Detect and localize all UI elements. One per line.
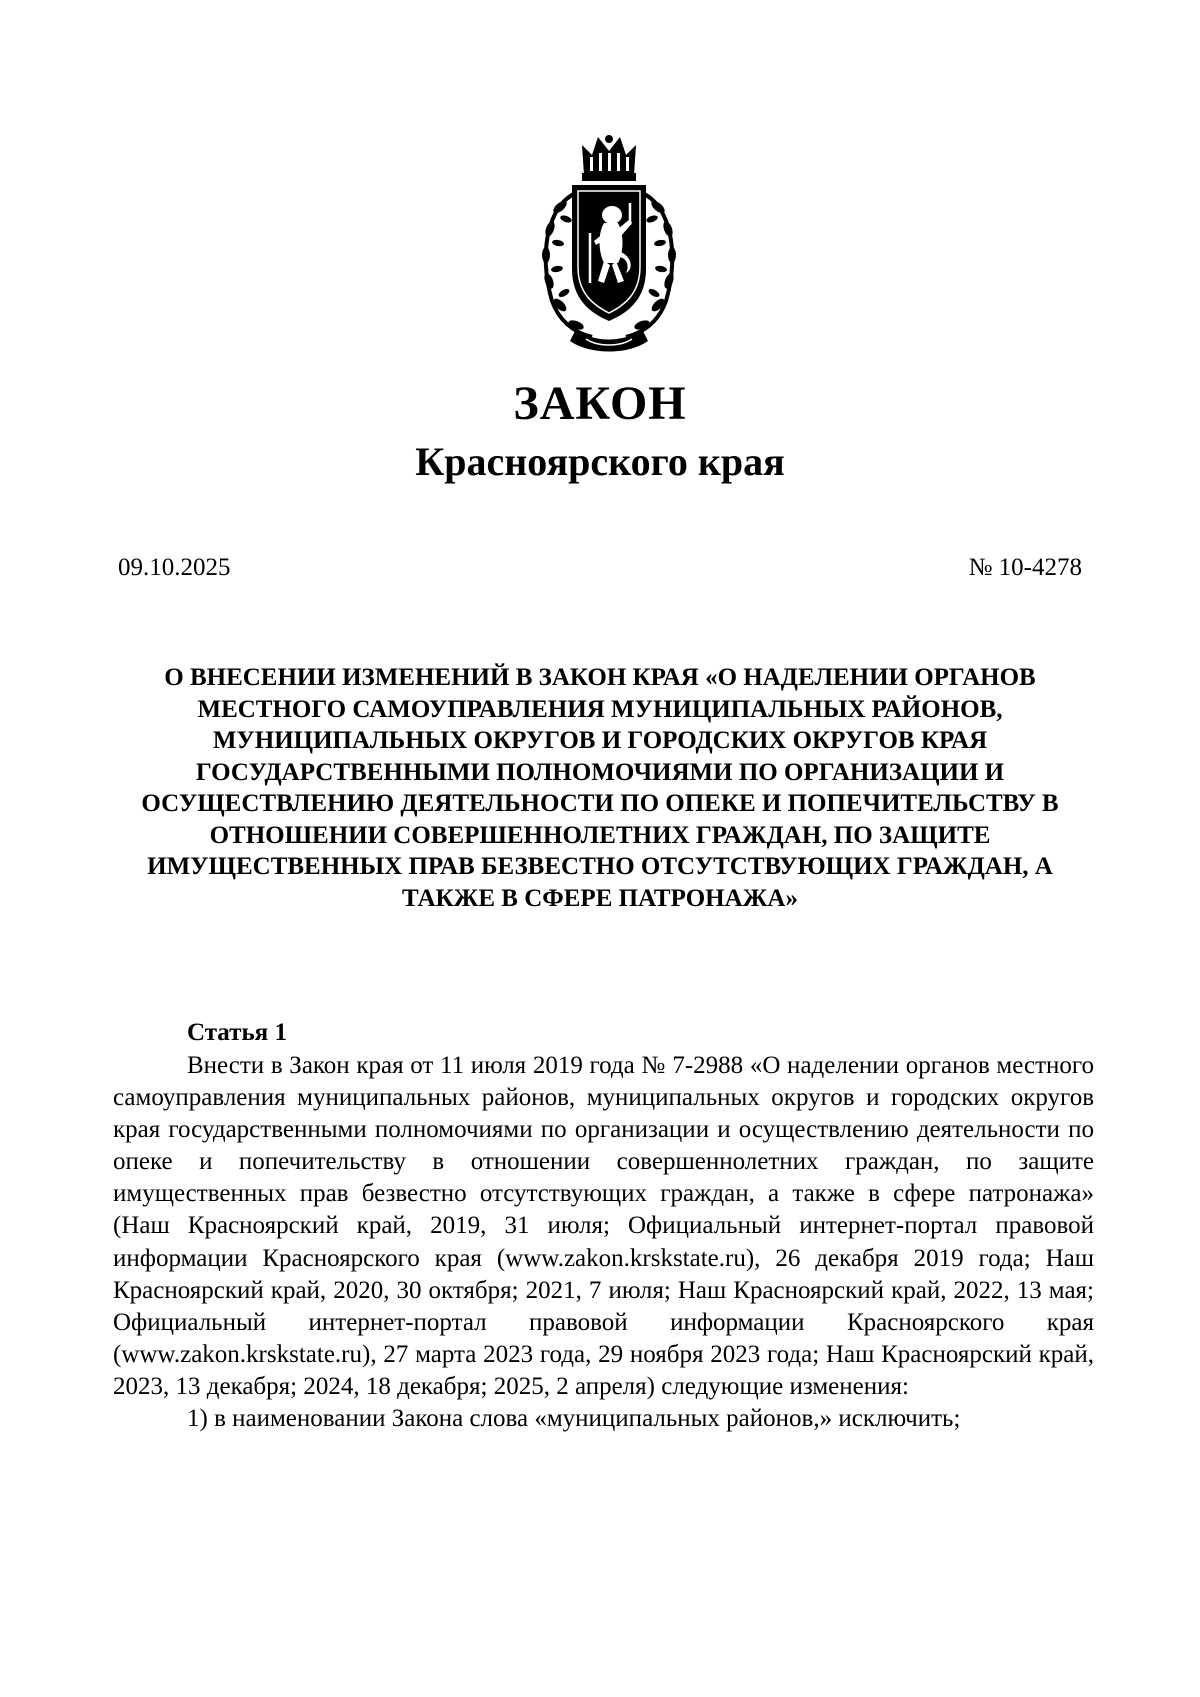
document-date: 09.10.2025 [118,554,231,581]
document-number: № 10-4278 [968,554,1082,581]
article-paragraph: Внести в Закон края от 11 июля 2019 года № 7-2988 «О наделении органов местного самоуправления муниципальных районов, муниципальных округов и городских округов края государственными полномочиями по организации и осуществлению деятельности по опеке и попечительству в отношении совершеннолетних граждан, по защите имущественных прав безвестно отсутствующих граждан, а также в сфере патронажа» (Наш Красноярский край, 2019, 31 июля; Официальный интернет-портал правовой информации Красноярского края (www.zakon.krskstate.ru), 26 декабря 2019 года; Наш Красноярский край, 2020, 30 октября; 2021, 7 июля; Наш Красноярский край, 2022, 13 мая; Официальный интернет-портал правовой информации Красноярского края (www.zakon.krskstate.ru), 27 марта 2023 года, 29 ноября 2023 года; Наш Красноярский край, 2023, 13 декабря; 2024, 18 декабря; 2025, 2 апреля) следующие изменения: [113,1052,1094,1400]
coat-of-arms-icon [532,133,686,359]
document-title: ЗАКОН [513,377,687,430]
article-paragraph: 1) в наименовании Закона слова «муниципальных районов,» исключить; [187,1405,961,1433]
document-region: Красноярского края [415,439,785,484]
article-body [113,1050,1094,1435]
law-heading: О ВНЕСЕНИИ ИЗМЕНЕНИЙ В ЗАКОН КРАЯ «О НАДЕЛЕНИИ ОРГАНОВ МЕСТНОГО САМОУПРАВЛЕНИЯ МУНИЦИПАЛЬНЫХ РАЙОНОВ, МУНИЦИПАЛЬНЫХ ОКРУГОВ И ГОРОДСКИХ ОКРУГОВ КРАЯ ГОСУДАРСТВЕННЫМИ ПОЛНОМОЧИЯМИ ПО ОРГАНИЗАЦИИ И ОСУЩЕСТВЛЕНИЮ ДЕЯТЕЛЬНОСТИ ПО ОПЕКЕ И ПОПЕЧИТЕЛЬСТВУ В ОТНОШЕНИИ СОВЕРШЕННОЛЕТНИХ ГРАЖДАН, ПО ЗАЩИТЕ ИМУЩЕСТВЕННЫХ ПРАВ БЕЗВЕСТНО ОТСУТСТВУЮЩИХ ГРАЖДАН, А ТАКЖЕ В СФЕРЕ ПАТРОНАЖА» [141,664,1059,912]
article-title: Статья 1 [187,1019,287,1046]
